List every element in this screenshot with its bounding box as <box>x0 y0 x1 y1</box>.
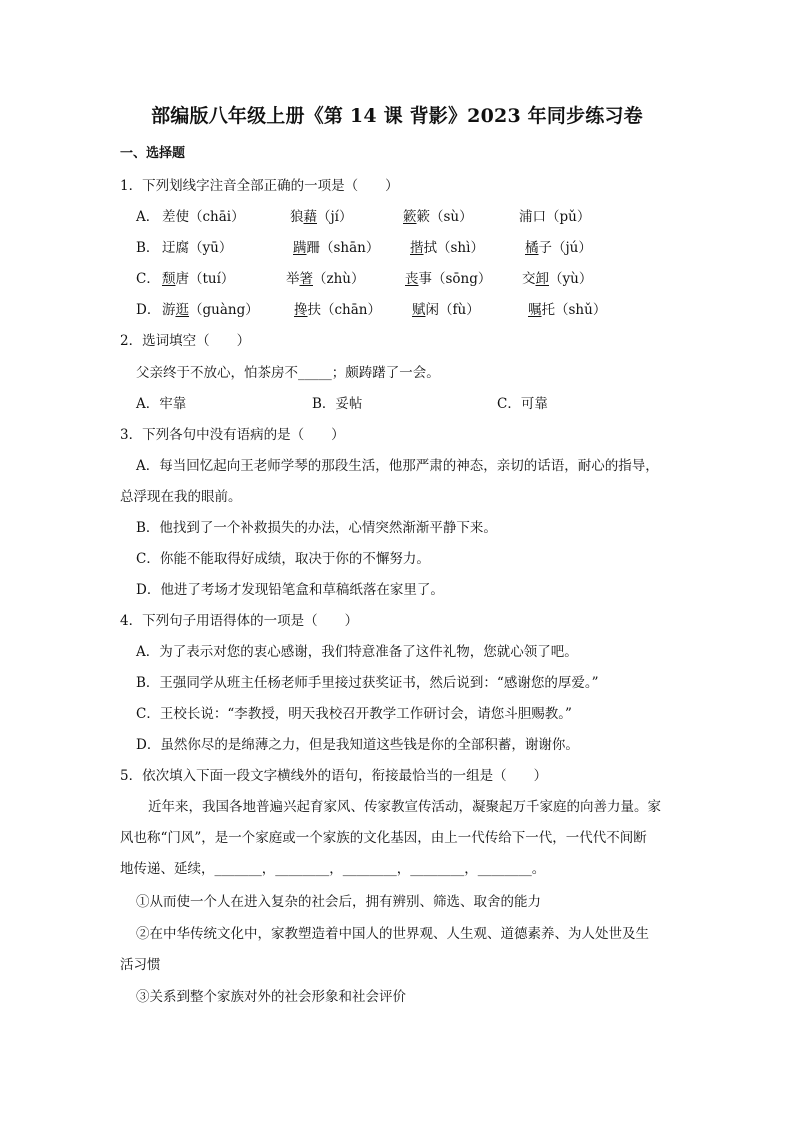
question-2-sentence: 父亲终于不放心，怕茶房不_____；颇踌躇了一会。 <box>136 365 440 381</box>
question-5-item-2: ②在中华传统文化中，家教塑造着中国人的世界观、人生观、道德素养、为人处世及生 <box>136 926 649 942</box>
question-1-option-d <box>136 300 696 320</box>
question-4-stem: 4．下列句子用语得体的一项是（ ） <box>120 613 359 629</box>
question-3-stem: 3．下列各句中没有语病的是（ ） <box>120 427 345 443</box>
option-letter: A． <box>136 209 160 225</box>
question-2-stem: 2．选词填空（ ） <box>120 333 251 349</box>
word-item: 蹒跚（shān） <box>293 240 380 256</box>
word-item: 簌簌（sù） <box>403 209 473 225</box>
word-item: 揩拭（shì） <box>410 240 484 256</box>
question-3-option-a-continued: 总浮现在我的眼前。 <box>120 489 242 505</box>
question-5-passage-line: 风也称“门风”，是一个家庭或一个家族的文化基因，由上一代传给下一代，一代代不间断 <box>120 830 647 846</box>
question-4-option-d: D．虽然你尽的是绵薄之力，但是我知道这些钱是你的全部积蓄，谢谢你。 <box>136 737 579 753</box>
question-5-passage-line: 近年来，我国各地普遍兴起育家风、传家教宣传活动，凝聚起万千家庭的向善力量。家 <box>148 799 661 815</box>
question-1-option-a <box>136 207 696 227</box>
option-letter: D． <box>136 302 161 318</box>
option-letter: B． <box>136 240 160 256</box>
option-c: C．可靠 <box>497 396 548 412</box>
word-item: 迂腐（yū） <box>162 240 233 256</box>
question-1-option-b <box>136 238 696 258</box>
word-item: 嘱托（shǔ） <box>528 302 607 318</box>
question-5-item-1: ①从而使一个人在进入复杂的社会后，拥有辨别、筛选、取舍的能力 <box>136 894 541 910</box>
question-1-option-c <box>136 269 696 289</box>
option-letter: C． <box>136 271 160 287</box>
question-2-options <box>136 394 696 414</box>
word-item: 赋闲（fù） <box>412 302 480 318</box>
word-item: 橘子（jú） <box>525 240 592 256</box>
question-4-option-b: B．王强同学从班主任杨老师手里接过获奖证书，然后说到：“感谢您的厚爱。” <box>136 675 599 691</box>
word-item: 举箸（zhù） <box>286 271 365 287</box>
option-a: A．牢靠 <box>136 396 187 412</box>
question-5-item-2-continued: 活习惯 <box>120 957 161 973</box>
question-5-item-3: ③关系到整个家族对外的社会形象和社会评价 <box>136 989 406 1005</box>
question-3-option-a: A．每当回忆起向王老师学琴的那段生活，他那严肃的神态，亲切的话语，耐心的指导， <box>136 458 659 474</box>
word-item: 差使（chāi） <box>162 209 245 225</box>
word-item: 浦口（pǔ） <box>519 209 591 225</box>
question-3-option-d: D．他进了考场才发现铅笔盒和草稿纸落在家里了。 <box>136 582 444 598</box>
question-3-option-b: B．他找到了一个补救损失的办法，心情突然渐渐平静下来。 <box>136 520 497 536</box>
question-4-option-a: A．为了表示对您的衷心感谢，我们特意准备了这件礼物，您就心领了吧。 <box>136 644 578 660</box>
question-5-stem: 5．依次填入下面一段文字横线外的语句，衔接最恰当的一组是（ ） <box>120 768 548 784</box>
word-item: 游逛（guàng） <box>162 302 259 318</box>
option-b: B．妥帖 <box>312 396 363 412</box>
question-4-option-c: C．王校长说：“李教授，明天我校召开教学工作研讨会，请您斗胆赐教。” <box>136 706 572 722</box>
question-5-passage-line: 地传递、延续，_______，________，________，________，________。 <box>120 861 546 877</box>
word-item: 搀扶（chān） <box>294 302 381 318</box>
section-heading: 一、选择题 <box>120 146 186 161</box>
question-1-stem: 1．下列划线字注音全部正确的一项是（ ） <box>120 178 399 194</box>
word-item: 丧事（sōng） <box>405 271 492 287</box>
page-title: 部编版八年级上册《第 14 课 背影》2023 年同步练习卷 <box>151 105 643 127</box>
word-item: 颓唐（tuí） <box>162 271 235 287</box>
word-item: 交卸（yù） <box>522 271 593 287</box>
question-3-option-c: C．你能不能取得好成绩，取决于你的不懈努力。 <box>136 551 430 567</box>
word-item: 狼藉（jí） <box>290 209 353 225</box>
